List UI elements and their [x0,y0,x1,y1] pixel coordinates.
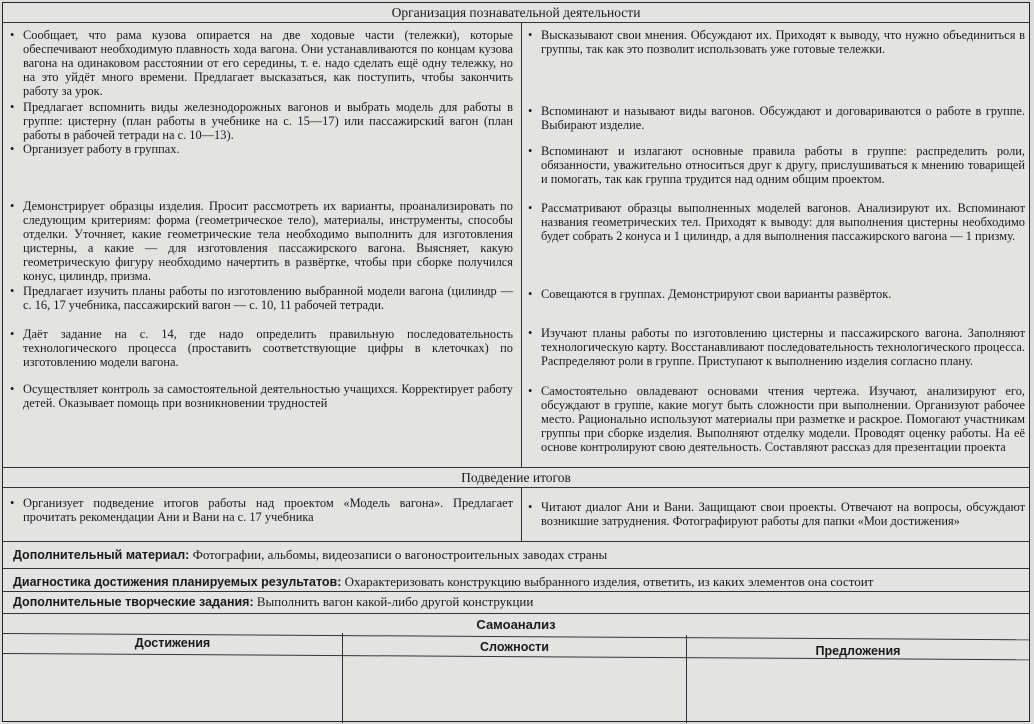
divider-line [3,613,1029,614]
row-label: Диагностика достижения планируемых результатов: [13,575,342,589]
creative-tasks-row [13,593,1019,611]
column-divider [521,487,522,541]
student-item: • Высказывают свои мнения. Обсуждают их. Приходят к выводу, что нужно объединиться в группы, так как это позволит использовать уже готовые тележки. [525,28,1025,56]
teacher-item: • Осуществляет контроль за самостоятельной деятельностью учащихся. Корректирует работу детей. Оказывает помощь при возникновении трудностей [7,382,513,410]
student-item: • Самостоятельно овладевают основами чтения чертежа. Изучают, анализируют его, обсуждают в группе, какие могут быть сложности при выполнении. Организуют рабочее место. Рационально используют материалы при разметке и раскрое. Помогают участникам группы при сборке изделия. Выполняют отделку модели. Проводят оценку работы. На её основе контролируют свою деятельность. Составляют рассказ для презентации проекта [525,384,1025,454]
column-divider [521,22,522,467]
summary-teacher-item: • Организует подведение итогов работы над проектом «Модель вагона». Предлагает прочитать рекомендации Ани и Вани на с. 17 учебника [7,496,513,524]
lesson-table [2,2,1030,722]
row-label: Дополнительный материал: [13,548,190,562]
summary-student-item: • Читают диалог Ани и Вани. Защищают свои проекты. Отвечают на вопросы, обсуждают возникшие затруднения. Фотографируют работы для папки «Мои достижения» [525,500,1025,528]
divider-line [3,541,1029,542]
student-item: • Совещаются в группах. Демонстрируют свои варианты развёрток. [525,287,1025,301]
row-text: Фотографии, альбомы, видеозаписи о вагоностроительных заводах страны [189,547,608,562]
teacher-item: • Предлагает изучить планы работы по изготовлению выбранной модели вагона (цилиндр — с. 16, 17 учебника, пассажирский вагон — с. 10, 11 рабочей тетради. [7,284,513,312]
row-text: Выполнить вагон какой-либо другой конструкции [253,594,534,609]
section-title-cognitive-activity: Организация познавательной деятельности [3,3,1029,23]
teacher-item: • Предлагает вспомнить виды железнодорожных вагонов и выбрать модель для работы в группе: цистерну (план работы в учебнике на с. 15—17) или пассажирский вагон (план работы в рабочей тетради на с. 10—13). [7,100,513,142]
section-title-summary: Подведение итогов [3,468,1029,488]
diagnostics-row [13,573,1019,591]
additional-material-row [13,546,1019,564]
divider-line [3,568,1029,569]
column-suggestions: Предложения [815,644,901,658]
teacher-item: • Даёт задание на с. 14, где надо определить правильную последовательность технологического процесса (проставить соответствующие цифры в клеточках) по изготовлению модели вагона. [7,327,513,369]
row-text: Охарактеризовать конструкцию выбранного изделия, ответить, из каких элементов она состоит [341,574,874,589]
student-item: • Вспоминают и излагают основные правила работы в группе: распределить роли, обязанности, уважительно относиться друг к другу, прислушиваться к мнению товарищей и помогать, так как группа трудится над одним общим проектом. [525,144,1025,186]
student-item: • Вспоминают и называют виды вагонов. Обсуждают и договариваются о работе в группе. Выбирают изделие. [525,104,1025,132]
self-analysis-title: Самоанализ [476,617,556,632]
teacher-item: • Организует работу в группах. [7,142,513,156]
teacher-item: • Сообщает, что рама кузова опирается на две ходовые части (тележки), которые обеспечивают необходимую плавность хода вагона. Они устанавливаются по концам кузова вагона на одинаковом расстоянии от его середины, т. е. надо сделать ещё одну тележку, но на это уйдёт много времени. Предлагает высказаться, как поступить, чтобы закончить работу за урок. [7,28,513,98]
divider-line [3,591,1029,592]
column-achievements: Достижения [134,636,211,650]
row-label: Дополнительные творческие задания: [13,595,254,609]
column-difficulties: Сложности [480,640,549,654]
teacher-item: • Демонстрирует образцы изделия. Просит рассмотреть их варианты, проанализировать по следующим критериям: форма (геометрическое тело), материалы, инструменты, способы отделки. Уточняет, какие геометрические тела необходимо выполнить для изготовления цистерны, а какие — для изготовления пассажирского вагона. Выясняет, какую геометрическую фигуру необходимо начертить в развёртке, чтобы при сборке получился конус, цилиндр, призма. [7,199,513,284]
student-item: • Изучают планы работы по изготовлению цистерны и пассажирского вагона. Заполняют технологическую карту. Восстанавливают последовательность технологического процесса. Распределяют роли в группе. Приступают к выполнению изделия согласно плану. [525,326,1025,368]
student-item: • Рассматривают образцы выполненных моделей вагонов. Анализируют их. Вспоминают названия геометрических тел. Приходят к выводу: для выполнения цистерны необходимо будет собрать 2 конуса и 1 цилиндр, а для выполнения пассажирского вагона — 1 призму. [525,201,1025,243]
